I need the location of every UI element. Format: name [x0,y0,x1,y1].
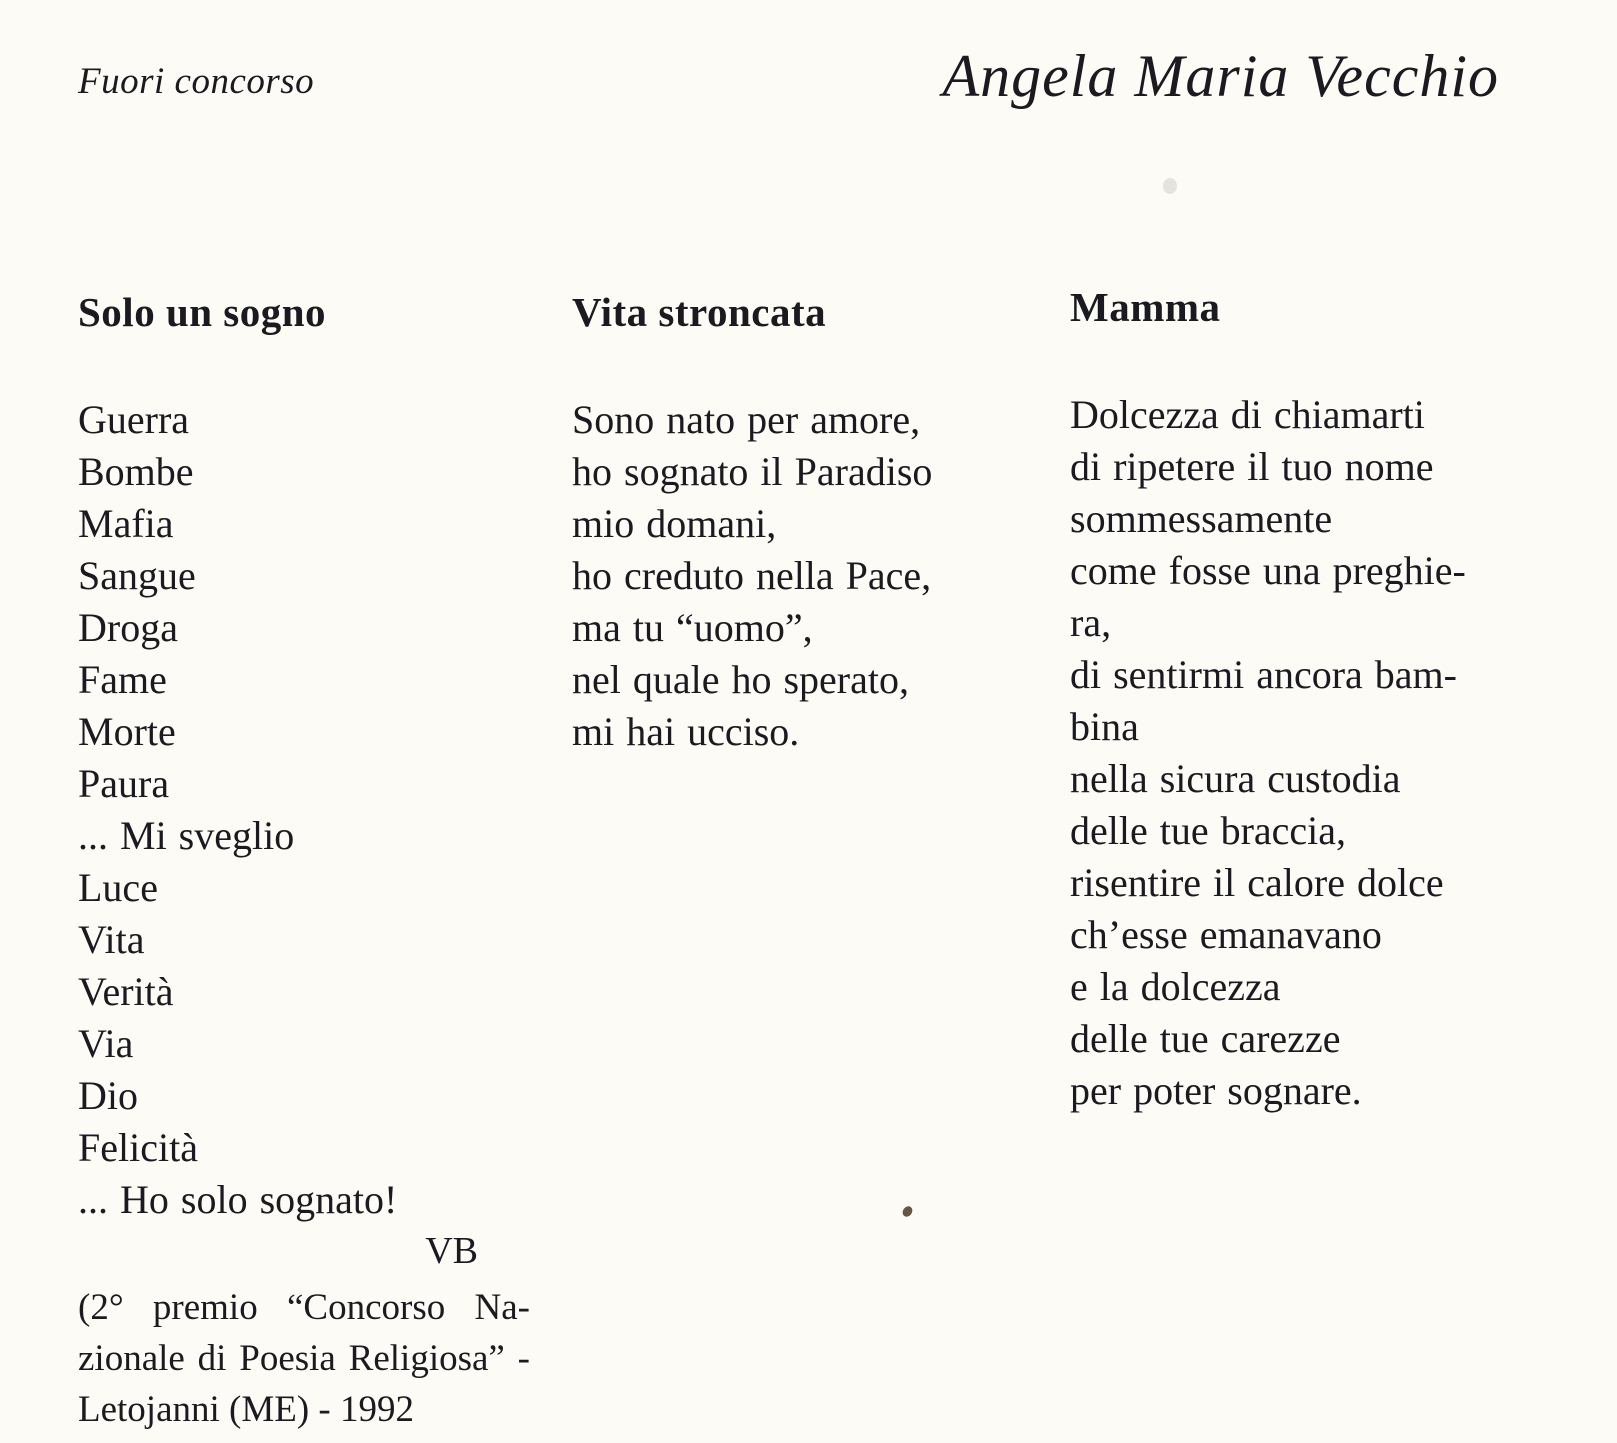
poem-line: per poter sognare. [1070,1068,1362,1113]
poem-line: ma tu “uomo”, [572,605,813,650]
poem-body [78,394,530,1226]
award-note-line: zionale di Poesia Religiosa” - [78,1338,530,1379]
poem-line: come fosse una preghie- [1070,548,1466,593]
scan-smudge [1163,178,1177,194]
award-note-line: Letojanni (ME) - 1992 [78,1389,414,1430]
poem-body [572,394,1042,758]
poem-line: delle tue carezze [1070,1016,1341,1061]
poem-line: Felicità [78,1125,198,1170]
poem-line: ... Mi sveglio [78,813,295,858]
poem-title-solo-un-sogno: Solo un sogno [78,289,327,335]
poem-line: Sono nato per amore, [572,397,921,442]
poem-mamma [1070,283,1550,1117]
poem-signature: VB [425,1230,478,1272]
poem-line: e la dolcezza [1070,964,1281,1009]
poem-title-mamma: Mamma [1070,284,1221,330]
award-note-line: (2° premio “Concorso Na- [78,1287,530,1328]
poem-line: ... Ho solo sognato! [78,1177,398,1222]
poem-line: ch’esse emanavano [1070,912,1382,957]
poem-line: Paura [78,761,170,806]
poem-title-vita-stroncata: Vita stroncata [572,289,827,335]
poem-line: Sangue [78,553,196,598]
out-of-competition-label: Fuori concorso [78,61,315,102]
poem-line: Vita [78,917,145,962]
poem-line: risentire il calore dolce [1070,860,1444,905]
poem-line: ho creduto nella Pace, [572,553,932,598]
poem-line: di ripetere il tuo nome [1070,444,1434,489]
poem-line: Droga [78,605,178,650]
poem-line: sommessamente [1070,496,1333,541]
poem-line: Fame [78,657,167,702]
poem-line: Verità [78,969,174,1014]
poem-line: di sentirmi ancora bam- [1070,652,1457,697]
poem-vita-stroncata [572,288,1042,758]
poem-line: Morte [78,709,176,754]
poem-line: Dio [78,1073,138,1118]
poem-line: Bombe [78,449,194,494]
poem-line: mi hai ucciso. [572,709,800,754]
poem-line: Via [78,1021,134,1066]
poem-line: Luce [78,865,158,910]
poem-line: ho sognato il Paradiso [572,449,933,494]
poem-solo-un-sogno [78,288,530,1435]
poem-line: Dolcezza di chiamarti [1070,392,1425,437]
award-note [78,1282,530,1435]
poem-line: bina [1070,704,1139,749]
author-name: Angela Maria Vecchio [942,43,1499,109]
poem-line: delle tue braccia, [1070,808,1347,853]
poem-line: Mafia [78,501,174,546]
scan-speck [901,1204,915,1218]
poem-line: ra, [1070,600,1112,645]
poem-body [1070,389,1550,1117]
poem-line: nel quale ho sperato, [572,657,909,702]
poem-line: mio domani, [572,501,777,546]
poem-line: nella sicura custodia [1070,756,1401,801]
poem-line: Guerra [78,397,190,442]
